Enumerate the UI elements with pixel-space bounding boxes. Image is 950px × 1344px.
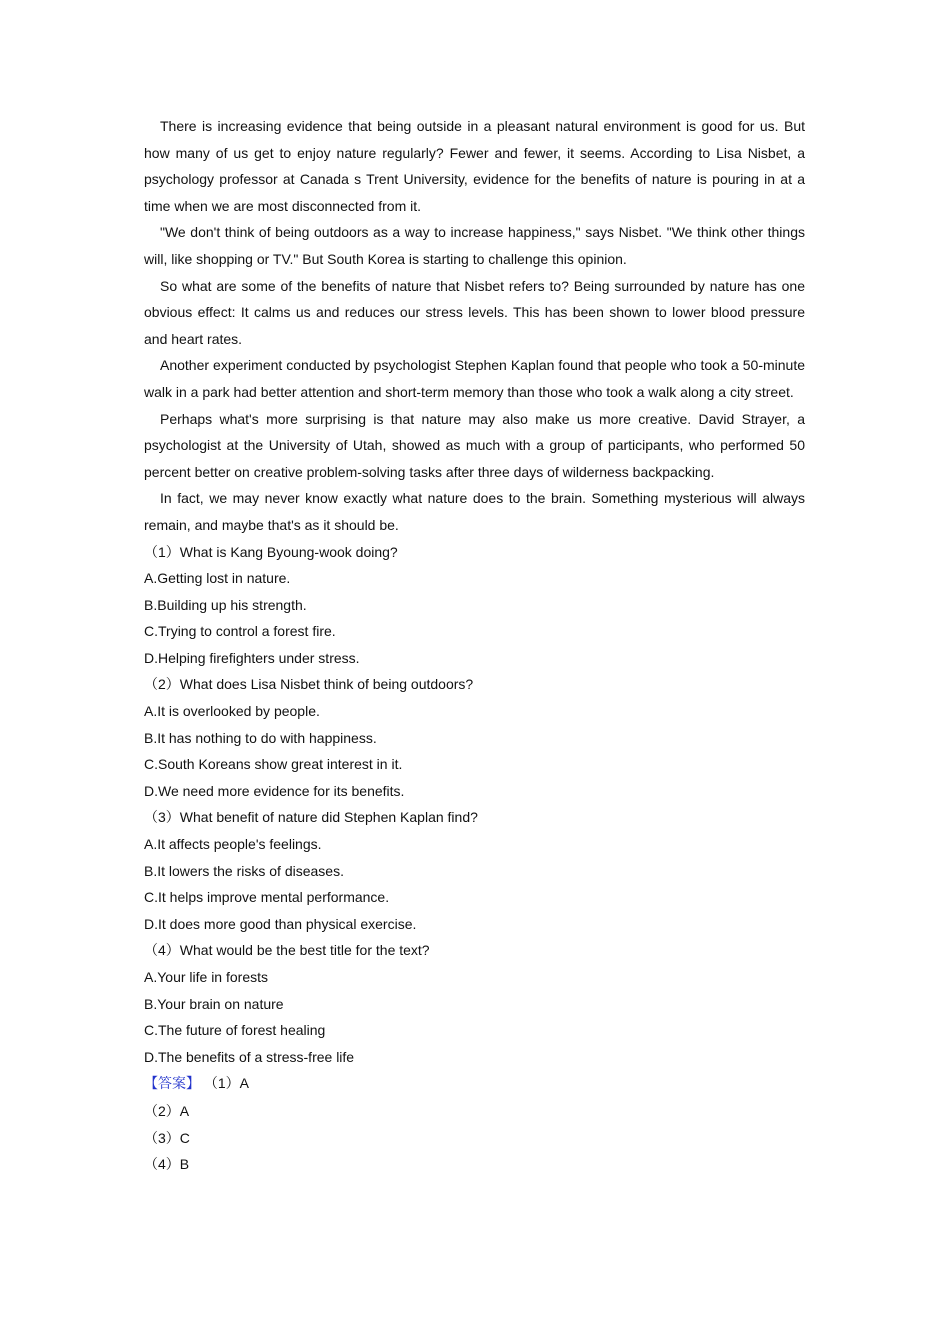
question-4 [144, 937, 805, 1070]
answer-section [144, 1070, 805, 1177]
passage-paragraph: "We don't think of being outdoors as a way to increase happiness," says Nisbet. "We think other things will, like shopping or TV." But South Korea is starting to challenge this opinion. [144, 224, 805, 267]
option-a: A.Getting lost in nature. [144, 570, 291, 587]
question-stem: （2）What does Lisa Nisbet think of being outdoors? [144, 676, 474, 693]
option-b: B.Building up his strength. [144, 596, 307, 613]
option-a: A.Your life in forests [144, 969, 268, 985]
question-stem: （1）What is Kang Byoung-wook doing? [144, 543, 398, 560]
passage-paragraph: Another experiment conducted by psychologist Stephen Kaplan found that people who took a 50-minute walk in a park had better attention and short-term memory than those who took a walk along a city street. [144, 357, 805, 400]
option-c: C.South Koreans show great interest in it. [144, 756, 403, 773]
option-c: C.Trying to control a forest fire. [144, 623, 336, 640]
answer-tag: 【答案】 [144, 1076, 200, 1093]
option-c: C.The future of forest healing [144, 1022, 326, 1039]
option-d: D.We need more evidence for its benefits. [144, 782, 405, 799]
answer-line [144, 1070, 805, 1098]
question-stem: （4）What would be the best title for the text? [144, 942, 430, 959]
option-d: D.The benefits of a stress-free life [144, 1048, 355, 1065]
answer-4: （4）B [144, 1156, 190, 1173]
option-d: D.It does more good than physical exercise. [144, 915, 417, 932]
answer-1: （1）A [203, 1075, 250, 1092]
option-b: B.It lowers the risks of diseases. [144, 862, 344, 879]
document-body [144, 113, 805, 1178]
passage-paragraph: So what are some of the benefits of nature that Nisbet refers to? Being surrounded by nature has one obvious effect: It calms us and reduces our stress levels. This has been shown to lower blood pressure and heart rates. [144, 277, 805, 347]
answer-3: （3）C [144, 1129, 190, 1146]
option-b: B.Your brain on nature [144, 995, 284, 1012]
option-a: A.It is overlooked by people. [144, 703, 320, 720]
passage-paragraph: In fact, we may never know exactly what nature does to the brain. Something mysterious will always remain, and maybe that's as it should be. [144, 490, 805, 533]
option-d: D.Helping firefighters under stress. [144, 649, 360, 666]
option-c: C.It helps improve mental performance. [144, 889, 390, 906]
passage-paragraph: Perhaps what's more surprising is that nature may also make us more creative. David Strayer, a psychologist at the University of Utah, showed as much with a group of participants, who performed 50 percent better on creative problem-solving tasks after three days of wilderness backpacking. [144, 410, 805, 480]
question-1 [144, 539, 805, 672]
question-stem: （3）What benefit of nature did Stephen Kaplan find? [144, 809, 478, 826]
question-2 [144, 671, 805, 804]
answer-2: （2）A [144, 1102, 190, 1119]
passage-paragraph: There is increasing evidence that being outside in a pleasant natural environment is good for us. But how many of us get to enjoy nature regularly? Fewer and fewer, it seems. According to Lisa Nisbet, a psychology professor at Canada s Trent University, evidence for the benefits of nature is pouring in at a time when we are most disconnected from it. [144, 118, 805, 214]
option-b: B.It has nothing to do with happiness. [144, 729, 377, 746]
question-3 [144, 804, 805, 937]
option-a: A.It affects people's feelings. [144, 836, 322, 853]
